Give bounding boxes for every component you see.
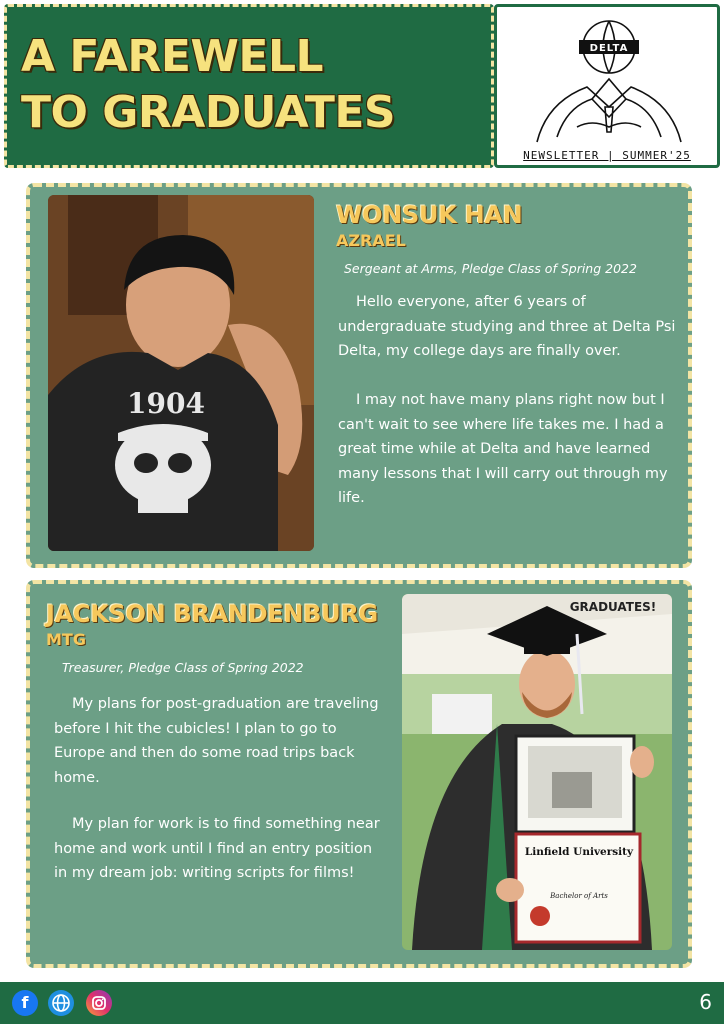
newsletter-caption: NEWSLETTER | SUMMER'25 [523,149,691,162]
graduate-paragraph-2: My plan for work is to find something near home and work until I find an entry position in my dream job: writing scripts for films! [54,816,380,881]
graduate-name: JACKSON BRANDENBURG [46,600,378,628]
graduate-paragraph-1: My plans for post-graduation are traveling before I hit the cubicles! I plan to go to Europe and then do some road trips back home. [54,696,379,786]
shirt-print-text: 1904 [127,387,205,420]
page-title-line-1: A FAREWELL [21,31,324,82]
page-title-banner [4,4,494,168]
newsletter-logo [494,4,720,168]
graduate-nickname: MTG [46,630,86,649]
graduate-card-wonsuk [26,183,692,568]
diploma-title: Linfield University [524,846,634,858]
graduate-photo-wonsuk [48,195,314,551]
graduates-banner-text: GRADUATES! [569,600,657,614]
page-number: 6 [699,990,712,1014]
graduate-paragraph-2: I may not have many plans right now but I can't wait to see where life takes me. I had a great time while at Delta and have learned many lessons that I will carry out through my life. [338,392,668,506]
delta-mascot-illustration [497,7,720,168]
graduate-card-jackson [26,580,692,968]
graduate-paragraph-1: Hello everyone, after 6 years of undergraduate studying and three at Delta Psi Delta, my college days are finally over. [338,294,676,359]
diploma-degree: Bachelor of Arts [550,892,608,900]
instagram-icon[interactable] [86,990,112,1016]
page-title-line-2: TO GRADUATES [21,87,396,138]
page-footer [0,982,724,1024]
graduate-nickname: AZRAEL [336,231,406,250]
graduate-role: Treasurer, Pledge Class of Spring 2022 [62,660,304,675]
logo-word: DELTA [589,43,629,54]
facebook-icon[interactable]: f [12,990,38,1016]
globe-icon[interactable] [48,990,74,1016]
graduate-name: WONSUK HAN [336,201,523,229]
graduate-role: Sergeant at Arms, Pledge Class of Spring 2022 [344,261,637,276]
graduate-photo-jackson [402,594,672,950]
